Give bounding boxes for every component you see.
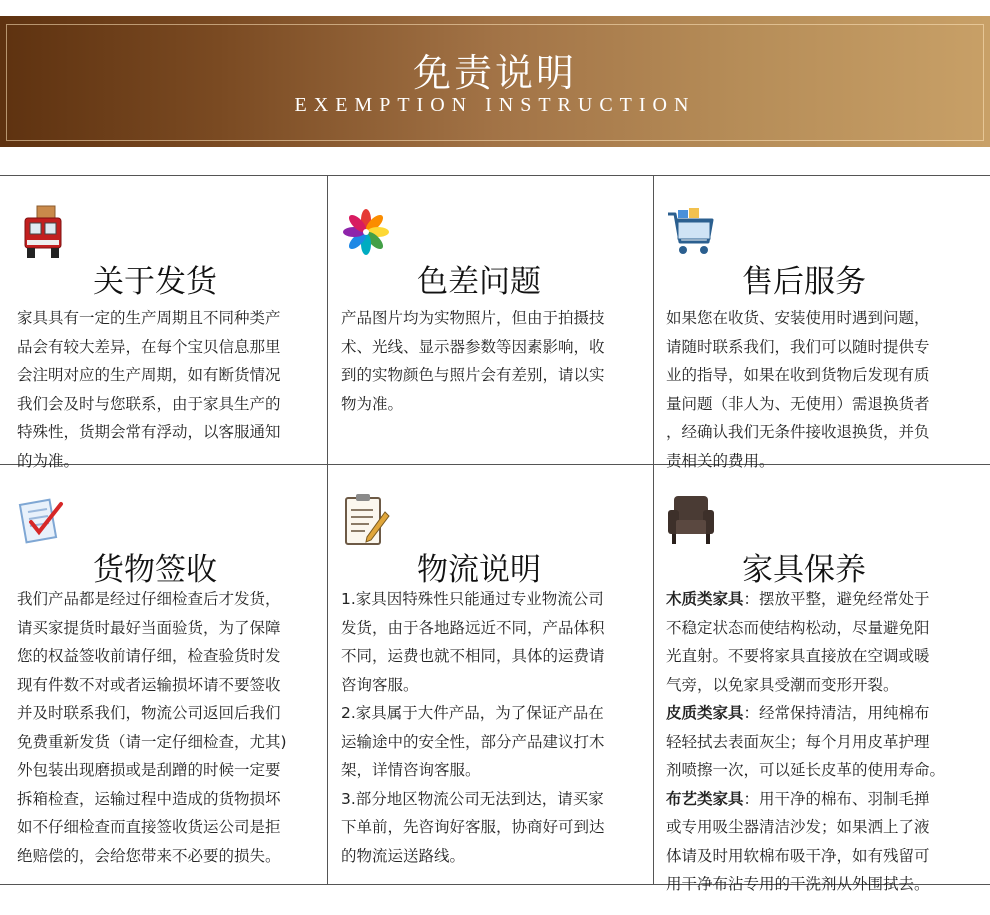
section-body (341, 585, 605, 870)
banner-title: 免责说明 (412, 51, 577, 95)
body-line: 架，详情咨询客服。 (341, 761, 481, 779)
body-line: 运输途中的安全性，部分产品建议打木 (341, 732, 605, 751)
body-line: 责相关的费用。 (666, 451, 775, 470)
color-wheel-icon (341, 204, 391, 260)
info-grid (0, 175, 990, 893)
divider-col-2 (653, 175, 654, 885)
care-label-wood: 木质类家具 (666, 590, 744, 608)
body-line: 产品图片均为实物照片，但由于拍摄技 (341, 309, 605, 327)
body-text: ：用干净的棉布、羽制毛掸 (743, 789, 930, 808)
body-line: 2.家具属于大件产品，为了保证产品在 (341, 704, 604, 722)
care-line (666, 699, 945, 728)
body-line: 绝赔偿的，会给您带来不必要的损失。 (17, 846, 281, 865)
clipboard-pencil-icon (341, 492, 391, 548)
section-title: 货物签收 (93, 552, 217, 588)
body-line: 现有件数不对或者运输损坏请不要签收 (17, 675, 281, 694)
section-title: 关于发货 (93, 264, 217, 300)
section-body (666, 304, 930, 475)
body-line: 的物流运送路线。 (341, 846, 466, 865)
body-line: 业的指导，如果在收到货物后发现有质 (666, 366, 930, 384)
section-receipt (17, 492, 322, 877)
body-line: 请买家提货时最好当面验货，为了保障 (17, 618, 281, 637)
body-line: 气旁，以免家具受潮而变形开裂。 (666, 675, 899, 694)
body-line: 我们产品都是经过仔细检查后才发货， (17, 590, 281, 608)
section-title: 家具保养 (742, 552, 866, 588)
body-line: 您的权益签收前请仔细，检查验货时发 (17, 647, 281, 665)
body-line: 术、光线、显示器参数等因素影响，收 (341, 337, 605, 356)
body-line: 如果您在收货、安装使用时遇到问题， (666, 309, 930, 327)
care-label-leather: 皮质类家具 (666, 704, 744, 722)
section-furniture-care (666, 492, 984, 893)
header-banner (0, 16, 990, 147)
body-line: 量问题（非人为、无使用）需退换货者 (666, 394, 930, 413)
section-title: 色差问题 (417, 264, 541, 300)
body-line: 并及时联系我们，物流公司返回后我们 (17, 704, 281, 722)
body-line: 用干净布沾专用的干洗剂从外围拭去。 (666, 875, 930, 893)
body-line: 品会有较大差异，在每个宝贝信息那里 (17, 337, 281, 356)
body-line: 发货，由于各地路远近不同，产品体积 (341, 618, 605, 637)
section-logistics (341, 492, 646, 877)
body-text: ：摆放平整，避免经常处于 (743, 590, 930, 608)
body-line: 免费重新发货（请一定仔细检查，尤其) (17, 732, 287, 751)
body-line: 轻轻拭去表面灰尘；每个月用皮革护理 (666, 732, 930, 751)
section-body (17, 585, 287, 870)
body-line: 的为准。 (17, 451, 80, 470)
body-line: 外包装出现磨损或是刮蹭的时候一定要 (17, 761, 281, 779)
section-color-difference (341, 204, 646, 459)
section-title: 物流说明 (417, 552, 541, 588)
care-line (666, 585, 945, 614)
shopping-cart-icon (666, 204, 716, 260)
body-line: 会注明对应的生产周期，如有断货情况 (17, 366, 281, 384)
body-line: 咨询客服。 (341, 675, 419, 694)
body-line: 如不仔细检查而直接签收货运公司是拒 (17, 818, 281, 836)
section-body (341, 304, 605, 418)
body-line: 请随时联系我们，我们可以随时提供专 (666, 337, 930, 356)
checklist-icon (17, 492, 67, 548)
armchair-icon (666, 492, 716, 548)
body-line: 体请及时用软棉布吸干净，如有残留可 (666, 846, 930, 865)
body-line: ，经确认我们无条件接收退换货，并负 (666, 423, 930, 441)
care-label-fabric: 布艺类家具 (666, 789, 744, 808)
body-line: 家具具有一定的生产周期且不同种类产 (17, 309, 281, 327)
body-line: 或专用吸尘器清洁沙发；如果洒上了液 (666, 818, 930, 836)
body-line: 物为准。 (341, 394, 404, 413)
body-line: 到的实物颜色与照片会有差别，请以实 (341, 366, 605, 384)
body-line: 3.部分地区物流公司无法到达，请买家 (341, 789, 604, 808)
body-line: 光直射。不要将家具直接放在空调或暖 (666, 647, 930, 665)
body-text: ：经常保持清洁，用纯棉布 (743, 704, 930, 722)
section-body (17, 304, 281, 475)
body-line: 不稳定状态而使结构松动，尽量避免阳 (666, 618, 930, 637)
body-line: 下单前，先咨询好客服，协商好可到达 (341, 818, 605, 836)
banner-subtitle: EXEMPTION INSTRUCTION (294, 94, 696, 116)
divider-col-1 (327, 175, 328, 885)
section-body (666, 585, 945, 899)
care-line (666, 785, 945, 814)
body-line: 我们会及时与您联系，由于家具生产的 (17, 394, 281, 413)
body-line: 不同，运费也就不相同，具体的运费请 (341, 647, 605, 665)
body-line: 剂喷擦一次，可以延长皮革的使用寿命。 (666, 761, 946, 779)
section-title: 售后服务 (742, 264, 866, 300)
section-after-sales (666, 204, 984, 470)
delivery-truck-icon (17, 204, 67, 260)
body-line: 拆箱检查，运输过程中造成的货物损坏 (17, 789, 281, 808)
divider-top (0, 175, 990, 176)
body-line: 1.家具因特殊性只能通过专业物流公司 (341, 590, 604, 608)
section-shipping (17, 204, 322, 470)
body-line: 特殊性，货期会常有浮动，以客服通知 (17, 423, 281, 441)
